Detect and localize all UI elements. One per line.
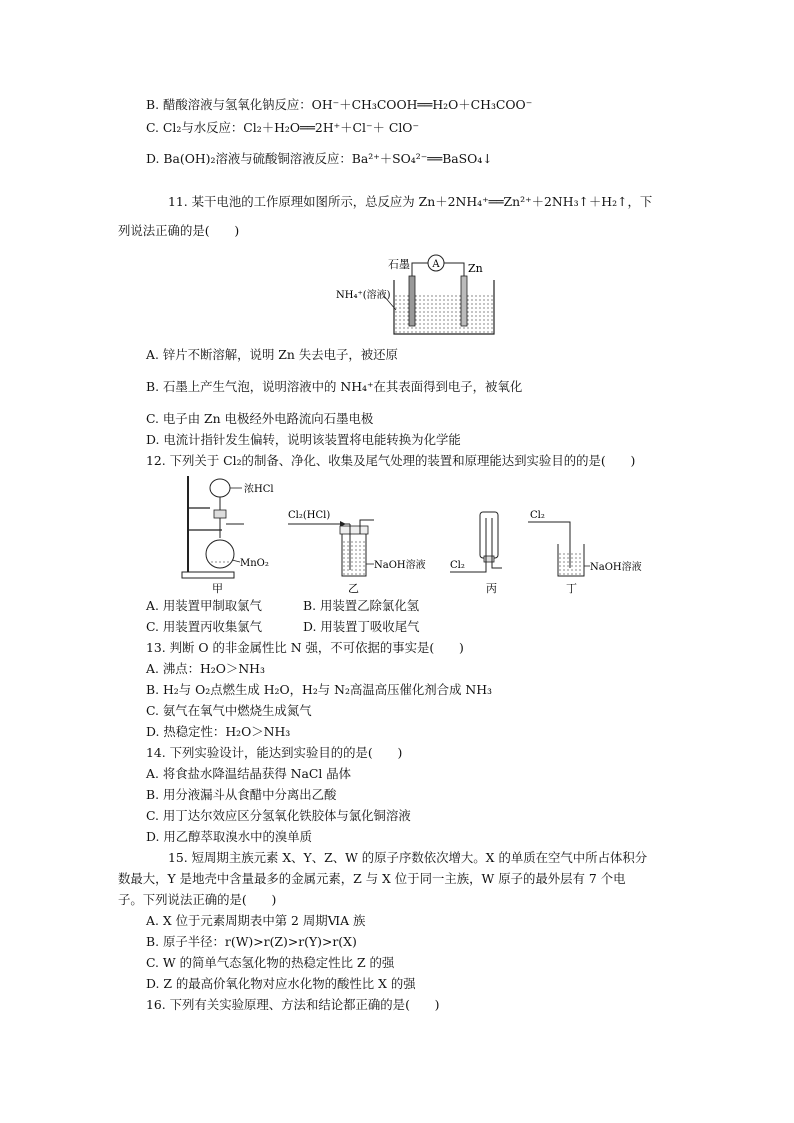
jia-label: 甲	[212, 582, 223, 595]
q11-stem-line2: 列说法正确的是( )	[118, 223, 240, 238]
cl2-apparatus-diagram	[170, 472, 670, 596]
q14-option-d: D. 用乙醇萃取溴水中的溴单质	[146, 829, 313, 844]
q11-option-b: B. 石墨上产生气泡，说明溶液中的 NH₄⁺在其表面得到电子，被氧化	[146, 379, 523, 394]
zn-label: Zn	[468, 262, 483, 275]
q15-stem-line2: 数最大，Y 是地壳中含量最多的金属元素，Z 与 X 位于同一主族，W 原子的最外层有 7 个电	[118, 871, 626, 886]
q13-stem: 13. 判断 O 的非金属性比 N 强，不可依据的事实是( )	[146, 640, 464, 655]
q15-stem-line1: 15. 短周期主族元素 X、Y、Z、W 的原子序数依次增大。X 的单质在空气中所占体积分	[168, 850, 648, 865]
q10-option-d: D. Ba(OH)₂溶液与硫酸铜溶液反应：Ba²⁺＋SO₄²⁻══BaSO₄↓	[146, 151, 493, 166]
naoh-label-1: NaOH溶液	[374, 560, 426, 571]
q12-option-c: C. 用装置丙收集氯气	[146, 619, 263, 634]
q10-option-b: B. 醋酸溶液与氢氧化钠反应：OH⁻＋CH₃COOH══H₂O＋CH₃COO⁻	[146, 97, 533, 112]
q15-option-c: C. W 的简单气态氢化物的热稳定性比 Z 的强	[146, 955, 395, 970]
q10-option-c: C. Cl₂与水反应：Cl₂＋H₂O══2H⁺＋Cl⁻＋ ClO⁻	[146, 120, 420, 135]
battery-diagram	[330, 250, 500, 340]
q14-option-a: A. 将食盐水降温结晶获得 NaCl 晶体	[146, 766, 352, 781]
mno2-label: MnO₂	[240, 558, 269, 569]
q14-option-c: C. 用丁达尔效应区分氢氧化铁胶体与氯化铜溶液	[146, 808, 411, 823]
q15-option-b: B. 原子半径：r(W)>r(Z)>r(Y)>r(X)	[146, 934, 357, 949]
solution-label: NH₄⁺(溶液)	[336, 290, 391, 301]
cl2-hcl-label: Cl₂(HCl)	[288, 510, 331, 521]
q13-option-c: C. 氨气在氧气中燃烧生成氮气	[146, 703, 312, 718]
q12-option-a: A. 用装置甲制取氯气	[146, 598, 262, 613]
wire-left	[412, 263, 428, 276]
wire-right	[444, 263, 464, 276]
q14-option-b: B. 用分液漏斗从食醋中分离出乙酸	[146, 787, 337, 802]
zinc-electrode	[461, 276, 467, 326]
q11-option-a: A. 锌片不断溶解，说明 Zn 失去电子，被还原	[146, 347, 398, 362]
q12-option-b: B. 用装置乙除氯化氢	[303, 598, 420, 613]
q16-stem: 16. 下列有关实验原理、方法和结论都正确的是( )	[146, 997, 440, 1012]
cl2-label-bing: Cl₂	[450, 560, 465, 571]
q13-option-a: A. 沸点：H₂O＞NH₃	[146, 661, 265, 676]
q13-option-b: B. H₂与 O₂点燃生成 H₂O，H₂与 N₂高温高压催化剂合成 NH₃	[146, 682, 493, 697]
q11-option-d: D. 电流计指针发生偏转，说明该装置将电能转换为化学能	[146, 432, 461, 447]
graphite-electrode	[409, 276, 415, 326]
cl2-label-ding: Cl₂	[530, 510, 545, 521]
q15-option-a: A. X 位于元素周期表中第 2 周期ⅥA 族	[146, 913, 366, 928]
naoh-label-2: NaOH溶液	[590, 562, 642, 573]
yi-label: 乙	[348, 582, 359, 595]
apparatus-yi	[288, 510, 426, 595]
q13-option-d: D. 热稳定性：H₂O＞NH₃	[146, 724, 291, 739]
q11-stem-line1: 11. 某干电池的工作原理如图所示，总反应为 Zn＋2NH₄⁺══Zn²⁺＋2NH₃↑＋H₂↑，下	[168, 194, 653, 209]
apparatus-jia	[182, 476, 274, 595]
bing-label: 丙	[486, 582, 497, 595]
q12-stem: 12. 下列关于 Cl₂的制备、净化、收集及尾气处理的装置和原理能达到实验目的的是( )	[146, 453, 636, 468]
q14-stem: 14. 下列实验设计，能达到实验目的的是( )	[146, 745, 403, 760]
graphite-label: 石墨	[388, 258, 410, 271]
q12-option-d: D. 用装置丁吸收尾气	[303, 619, 420, 634]
apparatus-ding	[528, 510, 642, 595]
q15-option-d: D. Z 的最高价氧化物对应水化物的酸性比 X 的强	[146, 976, 416, 991]
q11-option-c: C. 电子由 Zn 电极经外电路流向石墨电极	[146, 411, 374, 426]
q15-stem-line3: 子。下列说法正确的是( )	[118, 892, 277, 907]
apparatus-bing	[450, 512, 502, 595]
ammeter-label: A	[432, 259, 440, 270]
conc-hcl-label: 浓HCl	[244, 484, 274, 495]
ding-label: 丁	[566, 582, 577, 595]
